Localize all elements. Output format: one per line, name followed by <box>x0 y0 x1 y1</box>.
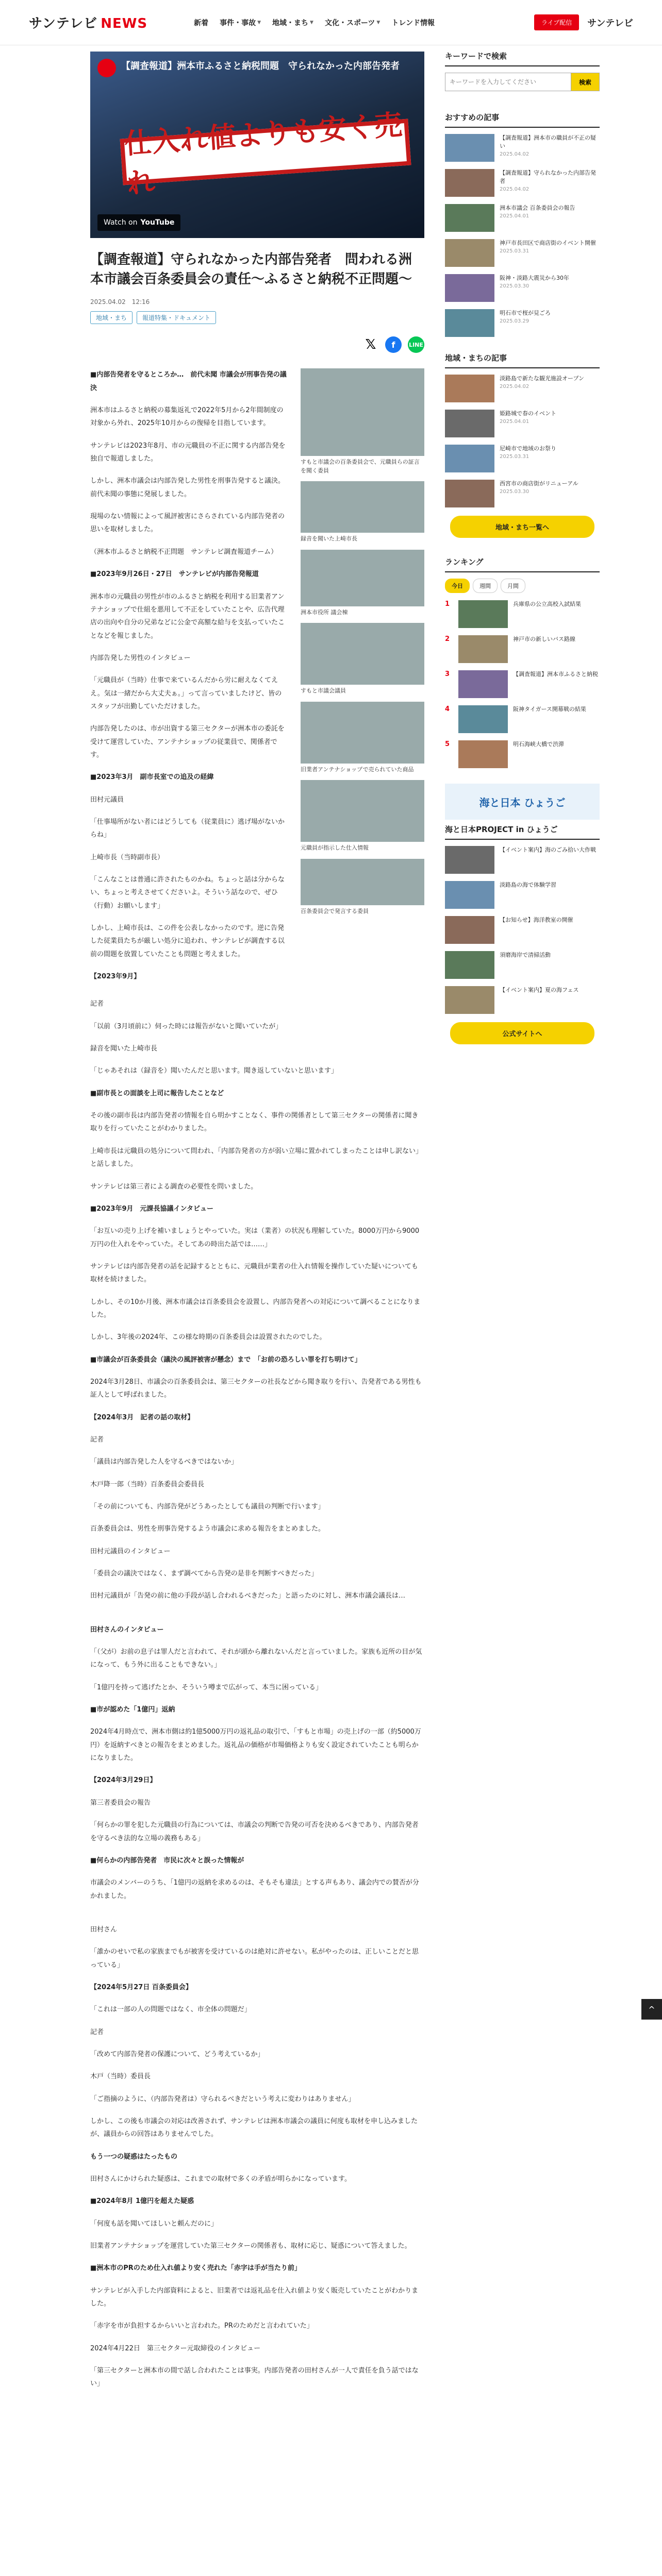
article-paragraph: サンテレビが入手した内部資料によると、旧業者では返礼品を仕入れ値より安く販売していたことがわかりました。 <box>90 2286 419 2308</box>
article-paragraph: ■2023年3月 副市長室での追及の経緯 <box>90 773 214 782</box>
article-paragraph: 【2024年3月 記者の話の取材】 <box>90 1413 194 1421</box>
article-paragraph: しかし、洲本市議会は内部告発した男性を刑事告発すると議決。前代未聞の事態に発展しました。 <box>90 477 285 498</box>
article-paragraph: もう一つの疑惑はたったもの <box>90 2153 178 2161</box>
article-paragraph: 「お互いの売り上げを補いましょうとやっていた。実は（業者）の状況も理解していた。8000万円から9000万円の仕入れをやっていた。そしてあの時出た話では……」 <box>90 1227 420 1248</box>
article-paragraph: 「改めて内部告発者の保護について、どう考えているか」 <box>90 2050 264 2058</box>
article-paragraph: ■副市長との面談を上司に報告したことなど <box>90 1089 224 1097</box>
article-thumbnail[interactable] <box>458 635 508 663</box>
ranking-heading: ランキング <box>445 556 600 572</box>
article-paragraph: 百条委員会は、男性を刑事告発するよう市議会に求める報告をまとめました。 <box>90 1525 325 1533</box>
article-paragraph: 「委員会の議決ではなく、まず調べてから告発の是非を判断すべきだった」 <box>90 1570 318 1578</box>
rank-number: 2 <box>445 635 450 643</box>
nav-item-trend[interactable]: トレンド情報 <box>391 19 435 27</box>
page-wrap <box>0 45 662 2400</box>
sidebar-article-text <box>500 204 575 232</box>
ranking-tabs <box>445 579 600 593</box>
ranking-article-title[interactable]: 兵庫県の公立高校入試結果 <box>513 601 581 607</box>
sidebar-article-title[interactable]: 【イベント案内】夏の海フェス <box>500 987 579 993</box>
article-tags <box>90 311 424 324</box>
chevron-down-icon: ▼ <box>376 20 380 25</box>
photo-image[interactable] <box>301 368 424 456</box>
article-paragraph: 内部告発した男性のインタビュー <box>90 654 191 662</box>
sidebar-article-date: 2025.04.01 <box>500 213 529 219</box>
photo-caption: 旧業者アンテナショップで売られていた商品 <box>301 766 414 773</box>
sidebar-article-item[interactable] <box>445 134 600 162</box>
rank-number: 3 <box>445 670 450 678</box>
area-more-button[interactable]: 地域・まち一覧へ <box>450 516 594 538</box>
sidebar-article-date: 2025.04.02 <box>500 186 529 192</box>
sidebar-article-date: 2025.04.02 <box>500 383 529 389</box>
article-thumbnail[interactable] <box>445 375 494 402</box>
article-photo[interactable] <box>301 859 424 916</box>
sidebar-article-text <box>500 986 578 1014</box>
tag-area[interactable]: 地域・まち <box>90 311 133 324</box>
share-buttons <box>90 336 424 353</box>
article-thumbnail[interactable] <box>458 670 508 698</box>
nav-item-new[interactable]: 新着 <box>194 19 209 27</box>
article-paragraph: ■市が認めた「1億円」返納 <box>90 1706 175 1714</box>
article-paragraph: 現場のない情報によって風評被害にさらされている内部告発者の思いを取材しました。 <box>90 513 285 534</box>
ranking-article-title[interactable]: 【調査報道】洲本市ふるさと納税 <box>513 671 598 677</box>
project-heading: 海と日本PROJECT in ひょうご <box>445 824 600 840</box>
article-paragraph: 「1億円を持って逃げたとか、そういう噂まで広がって、本当に困っている」 <box>90 1683 323 1691</box>
sidebar-article-title[interactable]: 【お知らせ】海洋教室の開催 <box>500 917 573 923</box>
sidebar-article-item[interactable] <box>445 986 600 1014</box>
photo-caption: 百条委員会で発言する委員 <box>301 907 369 914</box>
ranking-article-title[interactable]: 神戸市の新しいバス路線 <box>513 636 575 642</box>
official-site-button[interactable]: 公式サイトへ <box>450 1022 594 1044</box>
sidebar-article-date: 2025.03.31 <box>500 453 529 460</box>
photo-image[interactable] <box>301 702 424 764</box>
article-paragraph: 第三者委員会の報告 <box>90 1799 151 1807</box>
video-thumbnail-banner: 仕入れ値よりも安く売れ <box>120 119 411 185</box>
sidebar-article-text <box>500 881 556 909</box>
article-thumbnail[interactable] <box>445 986 494 1014</box>
article-paragraph: 「誰かのせいで私の家族までもが被害を受けているのは絶対に許せない。私がやったのは、正しいことだと思っている」 <box>90 1948 419 1969</box>
sidebar-article-item[interactable] <box>445 239 600 267</box>
nav-item-culture[interactable]: 文化・スポーツ ▼ <box>324 19 380 27</box>
ranking-item[interactable] <box>445 635 600 663</box>
article-paragraph: 旧業者アンテナショップを運営していた第三セクターの関係者も、取材に応じ、疑惑について答えました。 <box>90 2242 411 2250</box>
article-paragraph: 「こんなことは普通に許されたものかね。ちょっと話は分からない、ちょっと考えさせてくださいよ。そういう話なので、ぜひ（行動）お願いします」 <box>90 876 285 910</box>
umi-banner[interactable]: 海と日本 ひょうご <box>445 784 600 820</box>
photo-image[interactable] <box>301 859 424 905</box>
sidebar-article-text <box>500 375 584 402</box>
article-body-full <box>90 997 424 2390</box>
article-paragraph: 記者 <box>90 1435 104 1444</box>
search-button[interactable]: 検索 <box>571 73 600 91</box>
article-paragraph: サンテレビは第三者による調査の必要性を問いました。 <box>90 1182 258 1191</box>
watch-on-youtube-button[interactable]: Watch on YouTube <box>97 214 180 231</box>
article-paragraph: 上崎市長（当時副市長） <box>90 853 164 861</box>
article-paragraph: 【2023年9月】 <box>90 973 141 981</box>
sidebar-article-item[interactable] <box>445 916 600 944</box>
article-thumbnail[interactable] <box>445 445 494 472</box>
tab-weekly[interactable]: 週間 <box>473 579 498 593</box>
article-paragraph: ■何らかの内部告発者 市民に次々と誤った情報が <box>90 1856 244 1865</box>
article-paragraph: 「何度も話を聞いてほしいと頼んだのに」 <box>90 2219 218 2228</box>
article-paragraph: 田村さんのインタビュー <box>90 1625 164 1634</box>
article-paragraph: 「議員は内部告発した人を守るべきではないか」 <box>90 1458 238 1466</box>
youtube-icon: YouTube <box>140 218 175 227</box>
article-thumbnail[interactable] <box>445 274 494 302</box>
article-main <box>90 45 424 2400</box>
sidebar-article-text <box>500 309 551 337</box>
video-title[interactable]: 【調査報道】洲本市ふるさと納税問題 守られなかった内部告発者 <box>121 61 400 72</box>
article-body-text <box>90 368 288 992</box>
sidebar-article-item[interactable] <box>445 309 600 337</box>
ranking-item[interactable] <box>445 600 600 628</box>
sidebar-article-title[interactable]: 須磨海岸で清掃活動 <box>500 952 551 958</box>
nav-item-area[interactable]: 地域・まち ▼ <box>272 19 313 27</box>
article-paragraph: 「以前（3月頃前に）伺った時には報告がないと聞いていたが」 <box>90 1022 283 1030</box>
article-thumbnail[interactable] <box>445 881 494 909</box>
search-heading: キーワードで検索 <box>445 50 600 66</box>
recommended-list <box>445 134 600 337</box>
article-paragraph: 上崎市長は元職員の処分について問われ、「内部告発者の方が弱い立場に置かれてしまったことは申し訳ない」と話しました。 <box>90 1147 423 1168</box>
sidebar-article-date: 2025.04.01 <box>500 418 529 425</box>
sidebar-article-title[interactable]: 洲本市議会 百条委員会の報告 <box>500 205 575 211</box>
tab-monthly[interactable]: 月間 <box>501 579 525 593</box>
sidebar-article-title[interactable]: 神戸市長田区で商店街のイベント開催 <box>500 240 596 246</box>
article-paragraph: 「じゃあそれは（録音を）聞いたんだと思います。聞き返していないと思います」 <box>90 1067 338 1075</box>
sidebar-article-text <box>500 410 556 437</box>
article-paragraph: ■2024年8月 1億円を超えた疑惑 <box>90 2197 194 2206</box>
sidebar-article-title[interactable]: 姫路城で春のイベント <box>500 410 556 417</box>
photo-caption: 元職員が指示した仕入情報 <box>301 844 369 852</box>
article-paragraph: 木戸降一郎（当時）百条委員会委員長 <box>90 1480 205 1488</box>
ranking-list <box>445 600 600 768</box>
sidebar-article-item[interactable] <box>445 445 600 472</box>
article-thumbnail[interactable] <box>445 239 494 267</box>
article-thumbnail[interactable] <box>445 951 494 979</box>
sidebar-article-title[interactable]: 尼崎市で地域のお祭り <box>500 445 556 452</box>
channel-avatar[interactable] <box>97 59 116 77</box>
article-paragraph: 「元職員が（当時）仕事で来ているんだから労に耐えなくてええ。気は一緒だから大丈夫ぁ。」って言っていましたけど、皆のスタッフが出勤していただけました。 <box>90 676 282 710</box>
article-paragraph: 記者 <box>90 2028 104 2036</box>
sidebar-article-title[interactable]: 淡路島の海で体験学習 <box>500 882 556 888</box>
article-paragraph: （洲本市ふるさと納税不正問題 サンテレビ調査報道チーム） <box>90 548 278 556</box>
article-paragraph: 2024年4月時点で、洲本市側は約1億5000万円の返礼品の取引で、「すもと市場」の売上げの一部（約5000万円）を返納すべきとの報告をまとめました。返礼品の価格が市場価格よりも安く設定されていたことも明らかになりました。 <box>90 1728 421 1762</box>
sidebar-article-item[interactable] <box>445 951 600 979</box>
photo-caption: すもと市議会議員 <box>301 687 346 694</box>
chevron-down-icon: ▼ <box>310 20 313 25</box>
article-paragraph: 記者 <box>90 1000 104 1008</box>
article-date: 2025.04.02 12:16 <box>90 298 150 306</box>
article-thumbnail[interactable] <box>458 600 508 628</box>
article-paragraph: 「（父が）お前の息子は罪人だと言われて、それが頭から離れないんだと言っていました。家族も近所の目が気になって、もう外に出ることもできない。」 <box>90 1648 422 1669</box>
search-input[interactable] <box>445 73 571 91</box>
article-paragraph: サンテレビは2023年8月、市の元職員の不正に関する内部告発を独自で報道しました。 <box>90 442 286 463</box>
article-paragraph: 「その前についても、内部告発がどうあったとしても議員の判断で行います」 <box>90 1503 325 1511</box>
nav-item-incident[interactable]: 事件・事故 ▼ <box>220 19 261 27</box>
sidebar <box>445 45 600 2400</box>
rank-number: 4 <box>445 705 450 713</box>
sidebar-article-item[interactable] <box>445 881 600 909</box>
article-body-top <box>90 368 424 992</box>
site-logo[interactable]: サンテレビ NEWS <box>29 16 148 31</box>
live-button[interactable]: ライブ配信 <box>534 14 579 30</box>
photo-caption: すもと市議会の百条委員会で、元職員らの証言を聞く委員 <box>301 459 420 474</box>
article-paragraph: 「何らかの罪を犯した元職員の行為については、市議会の判断で告発の可否を決めるべきであり、内部告発者を守るべき法的な立場の義務もある」 <box>90 1821 419 1842</box>
ranking-article-title[interactable]: 明石海峡大橋で渋滞 <box>513 741 564 748</box>
article-paragraph: 「第三セクターと洲本市の間で話し合われたことは事実。内部告発者の田村さんが一人で責任を負う話ではない」 <box>90 2367 419 2388</box>
article-paragraph: ■市議会が百条委員会（議決の風評被害が懸念）まで 「お前の恐ろしい罪を打ち明けて」 <box>90 1355 361 1364</box>
recommended-heading: おすすめの記事 <box>445 112 600 128</box>
article-paragraph: ■2023年9月26日・27日 サンテレビが内部告発報道 <box>90 570 259 579</box>
sun-tv-logo[interactable]: サンテレビ <box>587 18 633 29</box>
site-header <box>0 0 662 45</box>
sidebar-article-text <box>500 480 578 507</box>
project-list <box>445 846 600 1014</box>
article-thumbnail[interactable] <box>445 916 494 944</box>
article-paragraph: 「赤字を市が負担するからいいと言われた。PRのためだと言われていた」 <box>90 2322 313 2330</box>
facebook-share-icon[interactable]: f <box>385 336 402 353</box>
article-photo[interactable] <box>301 481 424 544</box>
article-paragraph: 内部告発したのは、市が出資する第三セクターが洲本市の委託を受けて運営していた、アンテナショップの従業員で、関係者です。 <box>90 725 285 759</box>
sidebar-article-item[interactable] <box>445 204 600 232</box>
article-thumbnail[interactable] <box>458 705 508 733</box>
chevron-down-icon: ▼ <box>257 20 261 25</box>
sidebar-article-title[interactable]: 【調査報道】洲本市の職員が不正の疑い <box>500 134 596 149</box>
article-paragraph: ■洲本市のPRのため仕入れ値より安く売れた「赤字は手が当たり前」 <box>90 2264 301 2273</box>
article-paragraph: 2024年3月28日、市議会の百条委員会は、第三セクターの社長などから聞き取りを行い、告発者である男性も証人として呼ばれました。 <box>90 1378 422 1399</box>
article-paragraph: しかし、この後も市議会の対応は改善されず、サンテレビは洲本市議会の議員に何度も取材を申し込みましたが、議員からの回答はありませんでした。 <box>90 2117 418 2139</box>
sidebar-article-title[interactable]: 淡路島で新たな観光施設オープン <box>500 375 585 382</box>
article-paragraph: ■2023年9月 元課長協議インタビュー <box>90 1205 213 1213</box>
photo-caption: 洲本市役所 議会棟 <box>301 608 348 616</box>
article-paragraph: サンテレビは内部告発者の話を記録するとともに、元職員が業者の仕入れ情報を操作していた疑いについても取材を続けました。 <box>90 1262 418 1284</box>
article-photo[interactable] <box>301 702 424 774</box>
ranking-item[interactable] <box>445 705 600 733</box>
article-paragraph: 洲本市はふるさと納税の募集返礼で2022年5月から2年間制度の対象から外れ、2025年10月からの復帰を目指しています。 <box>90 406 284 428</box>
article-thumbnail[interactable] <box>445 480 494 507</box>
sidebar-article-text <box>500 846 596 874</box>
article-paragraph: 録音を聞いた上崎市長 <box>90 1045 158 1053</box>
sidebar-article-date: 2025.03.30 <box>500 488 529 495</box>
article-photo[interactable] <box>301 368 424 475</box>
article-thumbnail[interactable] <box>445 169 494 197</box>
sidebar-article-date: 2025.04.02 <box>500 151 529 157</box>
sidebar-article-item[interactable] <box>445 410 600 437</box>
x-share-icon[interactable]: 𝕏 <box>362 336 379 353</box>
article-paragraph: しかし、3年後の2024年、この様な時期の百条委員会は設置されたのでした。 <box>90 1333 326 1342</box>
sidebar-article-title[interactable]: 明石市で桜が見ごろ <box>500 310 551 316</box>
article-photo[interactable] <box>301 623 424 696</box>
article-thumbnail[interactable] <box>445 134 494 162</box>
article-paragraph: 田村さん <box>90 1925 118 1934</box>
sidebar-article-text <box>500 445 556 472</box>
sidebar-article-text <box>500 239 596 267</box>
article-paragraph: 「仕事場所がない者にはどうしても（従業員に）逃げ場がないからね」 <box>90 818 285 839</box>
article-photo[interactable] <box>301 550 424 617</box>
article-thumbnail[interactable] <box>458 740 508 768</box>
main-nav <box>194 18 435 28</box>
area-list <box>445 375 600 507</box>
article-paragraph: 田村さんにかけられた疑惑は、これまでの取材で多くの矛盾が明らかになっています。 <box>90 2175 351 2183</box>
tab-today[interactable]: 今日 <box>445 579 470 593</box>
ranking-article-title[interactable]: 阪神タイガース開幕戦の結果 <box>513 706 586 713</box>
article-paragraph: 洲本市の元職員の男性が市のふるさと納税を利用する旧業者アンテナショップで仕組を悪用して不正をしていたことや、広告代理店の出向や自分の兄弟などに公金で高額な給与を支払っていたことなどを報じました。 <box>90 592 285 640</box>
article-paragraph: 「これは一部の人の問題ではなく、市全体の問題だ」 <box>90 2006 251 2014</box>
photo-image[interactable] <box>301 481 424 533</box>
article-paragraph: 田村元議員 <box>90 795 124 804</box>
article-thumbnail[interactable] <box>445 410 494 437</box>
sidebar-article-text <box>500 134 600 162</box>
article-thumbnail[interactable] <box>445 204 494 232</box>
article-paragraph: 田村元議員のインタビュー <box>90 1547 171 1555</box>
sidebar-article-date: 2025.03.30 <box>500 283 529 289</box>
ranking-item[interactable] <box>445 740 600 768</box>
article-paragraph: 田村元議員が「告発の前に他の手段が話し合われるべきだった」と語ったのに対し、洲本市議会議長は… <box>90 1592 406 1600</box>
article-paragraph: 【2024年3月29日】 <box>90 1776 157 1785</box>
video-player[interactable] <box>90 52 424 238</box>
ranking-item[interactable] <box>445 670 600 698</box>
article-paragraph: 市議会のメンバーのうち、「1億円の返納を求めるのは、そもそも違法」とする声もあり、議会内での賛否が分かれました。 <box>90 1879 419 1900</box>
article-thumbnail[interactable] <box>445 846 494 874</box>
article-paragraph: 「ご指摘のように、（内部告発者は）守られるべきだという考えに変わりはありません」 <box>90 2095 355 2103</box>
article-paragraph: ■内部告発者を守るところか… 前代未聞 市議会が刑事告発の議決 <box>90 371 287 392</box>
header-right <box>534 14 633 30</box>
search-box <box>445 73 600 91</box>
sidebar-article-item[interactable] <box>445 274 600 302</box>
rank-number: 1 <box>445 600 450 608</box>
sidebar-article-text <box>500 169 600 197</box>
article-paragraph: 【2024年5月27日 百条委員会】 <box>90 1983 192 1991</box>
area-heading: 地域・まちの記事 <box>445 352 600 368</box>
sidebar-article-title[interactable]: 【イベント案内】海のごみ拾い大作戦 <box>500 846 596 853</box>
sidebar-article-title[interactable]: 西宮市の商店街がリニューアル <box>500 480 578 487</box>
sidebar-article-item[interactable] <box>445 480 600 507</box>
rank-number: 5 <box>445 740 450 748</box>
photo-image[interactable] <box>301 623 424 685</box>
photo-image[interactable] <box>301 550 424 606</box>
sidebar-article-title[interactable]: 【調査報道】守られなかった内部告発者 <box>500 170 596 184</box>
sidebar-article-title[interactable]: 阪神・淡路大震災から30年 <box>500 275 569 281</box>
article-paragraph: しかし、その10か月後、洲本市議会は百条委員会を設置し、内部告発者への対応について調べることになりました。 <box>90 1298 421 1319</box>
article-paragraph: しかし、上崎市長は、この件を公表しなかったのです。逆に告発した従業員たちが厳しい処分に追われ、サンテレビが調査する以前の間題を放置していたことも問題と考えました。 <box>90 924 285 958</box>
article-paragraph: 2024年4月22日 第三セクター元取締役のインタビュー <box>90 2344 261 2352</box>
line-share-icon[interactable]: LINE <box>408 336 424 353</box>
sidebar-article-text <box>500 274 569 302</box>
article-title: 【調査報道】守られなかった内部告発者 問われる洲本市議会百条委員会の責任〜ふるさと納税不正問題〜 <box>90 252 412 287</box>
article-paragraph: その後の副市長は内部告発者の情報を自ら明かすことなく、事件の関係者として第三セクターの関係者に聞き取りを行っていたことがわかりました。 <box>90 1112 419 1133</box>
back-to-top-button[interactable]: ^ <box>641 1999 662 2020</box>
article-photos <box>301 368 424 992</box>
photo-image[interactable] <box>301 780 424 842</box>
article-thumbnail[interactable] <box>445 309 494 337</box>
sidebar-article-text <box>500 916 573 944</box>
article-paragraph: 木戸（当時）委員長 <box>90 2073 151 2081</box>
article-photo[interactable] <box>301 780 424 853</box>
sidebar-article-item[interactable] <box>445 169 600 197</box>
sidebar-article-item[interactable] <box>445 846 600 874</box>
sidebar-article-date: 2025.03.29 <box>500 318 529 324</box>
sidebar-article-text <box>500 951 551 979</box>
sidebar-article-item[interactable] <box>445 375 600 402</box>
tag-special[interactable]: 報道特集・ドキュメント <box>137 311 216 324</box>
photo-caption: 録音を聞いた上崎市長 <box>301 535 357 543</box>
sidebar-article-date: 2025.03.31 <box>500 248 529 254</box>
